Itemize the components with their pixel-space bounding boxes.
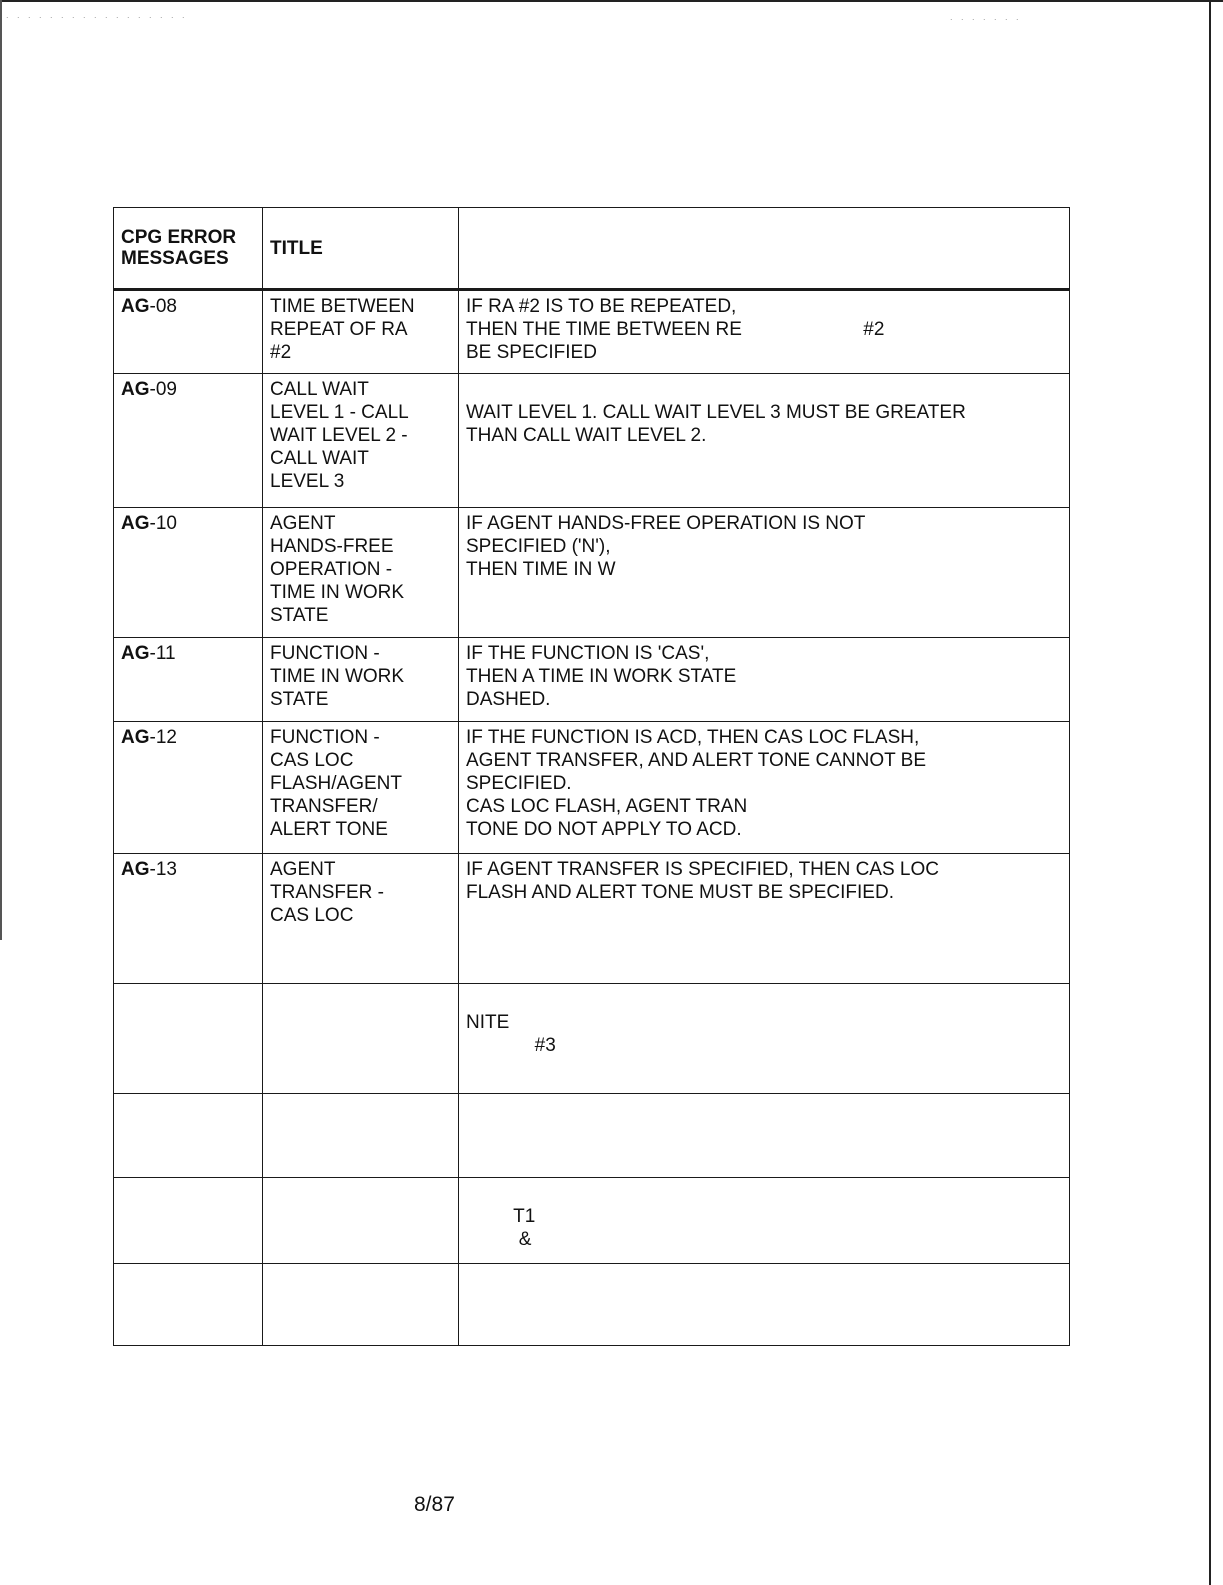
description-line: IF AGENT TRANSFER IS SPECIFIED, THEN CAS LOC <box>466 859 939 880</box>
title-line: WAIT LEVEL 2 - <box>270 425 408 446</box>
error-code-prefix: AG <box>121 727 150 748</box>
description-line: #3 <box>466 1035 556 1056</box>
title-line: ALERT TONE <box>270 819 388 840</box>
title-line: AGENT <box>270 513 336 534</box>
title-line: CALL WAIT <box>270 379 369 400</box>
empty-code-cell <box>114 1178 263 1264</box>
description-line: NITE <box>466 1012 510 1033</box>
header-error-messages: CPG ERROR MESSAGES <box>114 208 263 290</box>
page-number: 8/87 <box>414 1493 455 1516</box>
description-line: AGENT TRANSFER, AND ALERT TONE CANNOT BE <box>466 750 926 771</box>
error-description <box>459 374 1070 508</box>
table-row <box>114 722 1070 854</box>
empty-title-cell <box>263 1264 459 1346</box>
description-line: THAN CALL WAIT LEVEL 2. <box>466 425 707 446</box>
description-line: THEN TIME IN W <box>466 559 616 580</box>
error-code-number: -11 <box>149 643 176 664</box>
error-code-prefix: AG <box>121 859 150 880</box>
title-line: FLASH/AGENT <box>270 773 402 794</box>
description-line: IF RA #2 IS TO BE REPEATED, <box>466 296 737 317</box>
scan-border-top <box>0 0 1223 2</box>
description-line: IF THE FUNCTION IS 'CAS', <box>466 643 710 664</box>
empty-title-cell <box>263 1094 459 1178</box>
header-description <box>459 208 1070 290</box>
scan-speckle: . . . . . . . . . . . . . . . . . <box>6 10 188 20</box>
description-line: T1 <box>466 1206 536 1227</box>
title-line: STATE <box>270 605 329 626</box>
description-line <box>466 988 1062 1011</box>
scan-speckle: . . . . . . . <box>950 12 1022 22</box>
error-title <box>263 638 459 722</box>
error-title <box>263 722 459 854</box>
title-line: LEVEL 3 <box>270 471 345 492</box>
title-line: TIME IN WORK <box>270 666 405 687</box>
scan-border-left <box>0 0 2 940</box>
empty-code-cell <box>114 1094 263 1178</box>
table-row <box>114 374 1070 508</box>
title-line: CALL WAIT <box>270 448 369 469</box>
error-title <box>263 508 459 638</box>
title-line: REPEAT OF RA <box>270 319 408 340</box>
title-line: TIME IN WORK <box>270 582 405 603</box>
empty-title-cell <box>263 1178 459 1264</box>
description-line: THEN A TIME IN WORK STATE <box>466 666 737 687</box>
error-code <box>114 854 263 984</box>
table-row <box>114 638 1070 722</box>
error-code <box>114 374 263 508</box>
table-row-partial <box>114 1178 1070 1264</box>
description-line: & <box>466 1229 532 1250</box>
error-code-number: -12 <box>149 727 177 748</box>
title-line: FUNCTION - <box>270 727 380 748</box>
table-row <box>114 854 1070 984</box>
description-line: SPECIFIED ('N'), <box>466 536 611 557</box>
error-messages-table <box>113 207 1070 1346</box>
empty-code-cell <box>114 984 263 1094</box>
error-code <box>114 508 263 638</box>
description-line: THEN THE TIME BETWEEN RE #2 <box>466 319 885 340</box>
error-description <box>459 722 1070 854</box>
table-row-partial <box>114 1264 1070 1346</box>
description-line: BE SPECIFIED <box>466 342 597 363</box>
error-description <box>459 508 1070 638</box>
title-line: TIME BETWEEN <box>270 296 415 317</box>
title-line: FUNCTION - <box>270 643 380 664</box>
table-header-row <box>114 208 1070 290</box>
table-row <box>114 508 1070 638</box>
description-line: WAIT LEVEL 1. CALL WAIT LEVEL 3 MUST BE GREATER <box>466 402 966 423</box>
error-code <box>114 290 263 374</box>
description-line: IF THE FUNCTION IS ACD, THEN CAS LOC FLASH, <box>466 727 920 748</box>
title-line: #2 <box>270 342 292 363</box>
title-line: OPERATION - <box>270 559 393 580</box>
description-line: SPECIFIED. <box>466 773 572 794</box>
description-line: CAS LOC FLASH, AGENT TRAN <box>466 796 748 817</box>
description-line <box>466 1182 1062 1205</box>
empty-title-cell <box>263 984 459 1094</box>
partial-description <box>459 1264 1070 1346</box>
error-code-number: -13 <box>149 859 177 880</box>
title-line: CAS LOC <box>270 905 354 926</box>
partial-description <box>459 984 1070 1094</box>
title-line: TRANSFER/ <box>270 796 378 817</box>
error-code <box>114 638 263 722</box>
description-line <box>466 378 1062 401</box>
error-code-number: -08 <box>149 296 177 317</box>
error-description <box>459 854 1070 984</box>
partial-description <box>459 1178 1070 1264</box>
table-row <box>114 290 1070 374</box>
error-title <box>263 374 459 508</box>
header-title: TITLE <box>263 208 459 290</box>
error-code-number: -09 <box>149 379 177 400</box>
error-code-prefix: AG <box>121 296 150 317</box>
error-title <box>263 290 459 374</box>
scan-border-right <box>1209 0 1211 1585</box>
error-title <box>263 854 459 984</box>
error-code-number: -10 <box>149 513 177 534</box>
title-line: AGENT <box>270 859 336 880</box>
description-line: IF AGENT HANDS-FREE OPERATION IS NOT <box>466 513 866 534</box>
error-code <box>114 722 263 854</box>
error-code-prefix: AG <box>121 513 150 534</box>
error-code-prefix: AG <box>121 643 150 664</box>
table-row-partial <box>114 1094 1070 1178</box>
partial-description <box>459 1094 1070 1178</box>
error-description <box>459 638 1070 722</box>
title-line: STATE <box>270 689 329 710</box>
description-line: DASHED. <box>466 689 551 710</box>
title-line: CAS LOC <box>270 750 354 771</box>
title-line: TRANSFER - <box>270 882 384 903</box>
description-line: FLASH AND ALERT TONE MUST BE SPECIFIED. <box>466 882 894 903</box>
title-line: HANDS-FREE <box>270 536 394 557</box>
description-line: TONE DO NOT APPLY TO ACD. <box>466 819 742 840</box>
title-line: LEVEL 1 - CALL <box>270 402 409 423</box>
error-code-prefix: AG <box>121 379 150 400</box>
empty-code-cell <box>114 1264 263 1346</box>
table-row-partial <box>114 984 1070 1094</box>
error-description <box>459 290 1070 374</box>
